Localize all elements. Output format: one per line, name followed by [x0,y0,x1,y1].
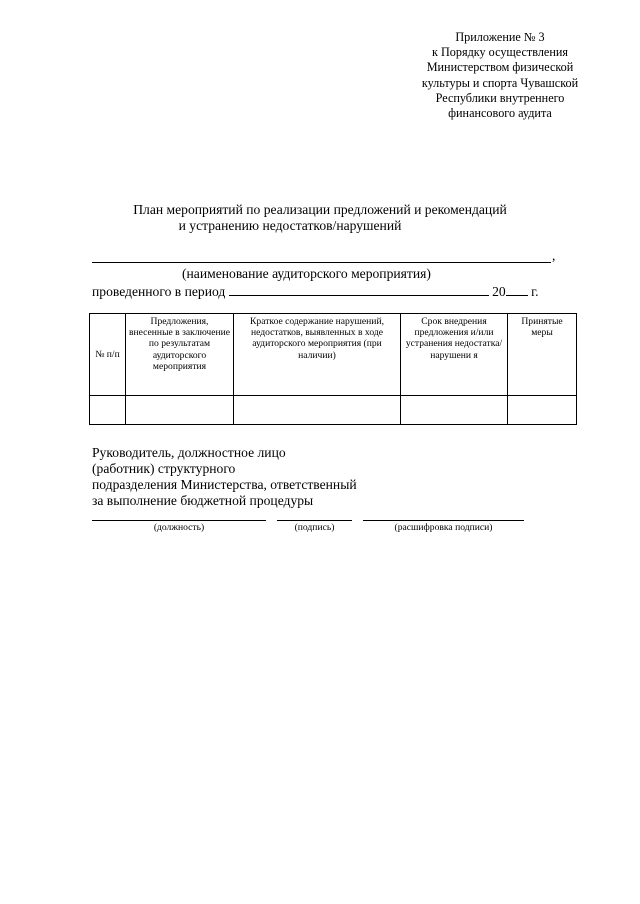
signature-line: (работник) структурного [92,461,236,476]
header-violations: Краткое содержание нарушений, недостатков, выявленных в ходе аудиторского мероприятия (при наличии) [234,314,401,396]
table-cell [90,396,126,425]
signature-line: за выполнение бюджетной процедуры [92,493,314,508]
audit-name-caption: (наименование аудиторского мероприятия) [182,266,431,281]
table-cell [508,396,577,425]
decoding-blank-line [363,520,524,521]
document-title-line-1: План мероприятий по реализации предложений и рекомендаций [133,202,507,217]
period-line [92,283,539,300]
decoding-caption: (расшифровка подписи) [394,522,493,533]
document-title-line-2: и устранению недостатков/нарушений [178,218,402,233]
period-blank-line [229,283,489,296]
year-blank-line [506,283,528,296]
header-proposals: Предложения, внесенные в заключение по результатам аудиторского мероприятия [126,314,234,396]
audit-name-comma: , [552,248,556,263]
period-label: проведенного в период [92,284,226,299]
appendix-block [400,30,600,121]
appendix-line: к Порядку осуществления [432,45,568,60]
table-cell [401,396,508,425]
header-number: № п/п [90,314,126,396]
year-prefix: 20 [492,284,506,299]
appendix-line: Республики внутреннего [435,90,565,105]
table-header-row [90,314,577,396]
appendix-line: Приложение № 3 [455,30,545,44]
table-cell [126,396,234,425]
position-blank-line [92,520,266,521]
plan-table [89,313,577,425]
table-cell [234,396,401,425]
signature-line: подразделения Министерства, ответственный [92,477,357,492]
appendix-line: Министерством физической [426,60,574,75]
signature-line: Руководитель, должностное лицо [92,445,286,460]
appendix-line: финансового аудита [448,106,552,121]
signature-blank-line [277,520,352,521]
header-deadline: Срок внедрения предложения и/или устранения недостатка/нарушени я [401,314,508,396]
table-row [90,396,577,425]
appendix-line: культуры и спорта Чувашской [421,75,579,90]
signature-block [92,445,357,509]
position-caption: (должность) [153,522,205,533]
header-measures: Принятые меры [508,314,577,396]
year-suffix: г. [531,284,539,299]
audit-name-blank-line [92,262,551,263]
signature-caption: (подпись) [294,522,335,533]
